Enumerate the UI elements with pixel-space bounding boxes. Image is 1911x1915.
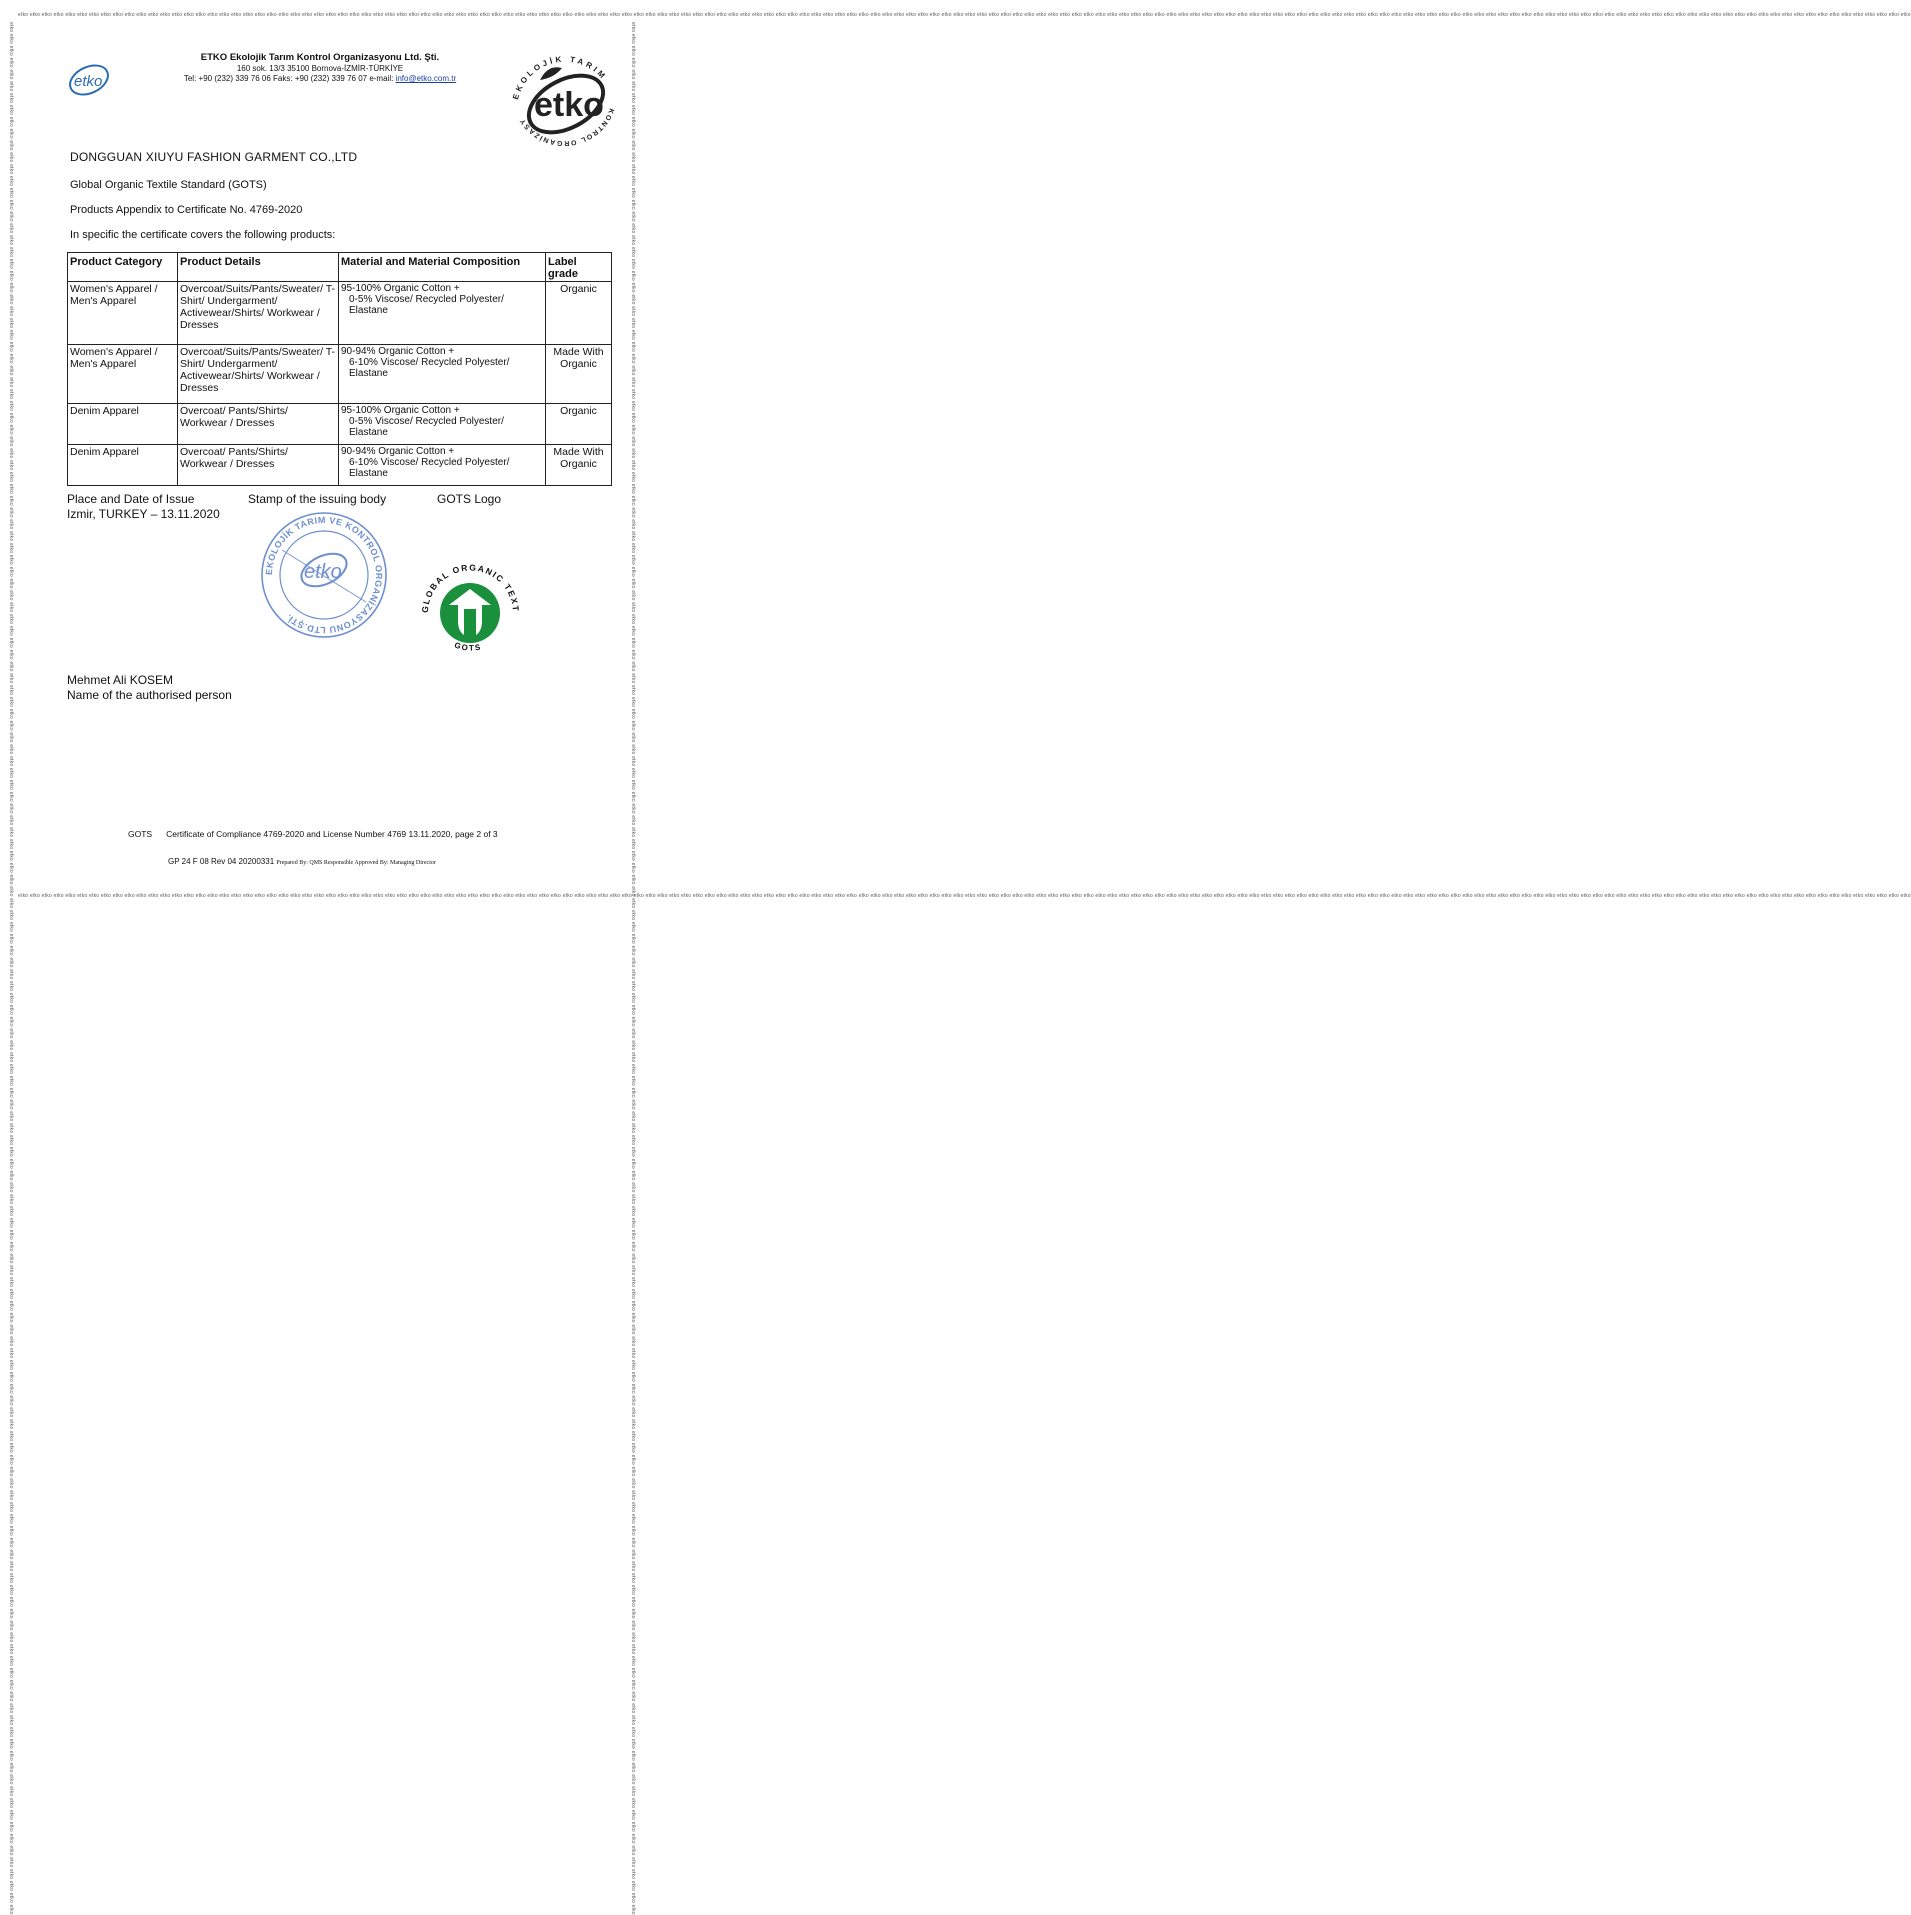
cell-material xyxy=(339,282,546,345)
standard-name: Global Organic Textile Standard (GOTS) xyxy=(70,179,267,191)
table-row xyxy=(68,345,612,404)
footer-gots: GOTS xyxy=(128,829,153,839)
stamp-logo-text: etko xyxy=(304,561,342,583)
issuing-body-stamp xyxy=(254,510,394,645)
authorised-person-role: Name of the authorised person xyxy=(67,688,232,702)
frame-pattern-top: etko etko etko etko etko etko etko etko etko etko etko etko etko etko etko etko etko etko etko etko etko etko etko etko etko etko etko etko etko etko etko etko etko etko etko etko etko etko etko etko etko etko etko etko etko etko etko etko etko etko etko etko etko etko etko etko etko etko etko etko etko etko etko etko etko etko etko etko etko etko etko etko etko etko etko etko etko etko etko etko etko etko etko etko etko etko etko etko etko etko etko etko etko etko etko etko etko etko etko etko etko etko etko etko etko etko etko etko etko etko etko etko etko etko etko etko etko etko etko etko etko etko etko etko etko etko etko etko etko etko etko etko etko etko etko etko etko etko etko etko etko etko etko etko etko etko etko etko etko etko etko etko etko etko etko etko etko etko etko etko xyxy=(18,12,1911,18)
org-address: 160 sok. 13/3 35100 Bornova-İZMİR-TÜRKİYE xyxy=(236,64,404,73)
cell-category: Women's Apparel / Men's Apparel xyxy=(68,282,178,345)
place-date-label: Place and Date of Issue xyxy=(67,492,195,506)
table-header-row xyxy=(68,253,612,282)
material-line: 95-100% Organic Cotton + xyxy=(341,283,460,294)
letterhead xyxy=(150,52,490,83)
cell-details: Overcoat/Suits/Pants/Sweater/ T-Shirt/ Undergarment/ Activewear/Shirts/ Workwear / Dresses xyxy=(178,345,339,404)
cell-details: Overcoat/Suits/Pants/Sweater/ T-Shirt/ Undergarment/ Activewear/Shirts/ Workwear / Dresses xyxy=(178,282,339,345)
frame-pattern-left: etko etko etko etko etko etko etko etko etko etko etko etko etko etko etko etko etko etko etko etko etko etko etko etko etko etko etko etko etko etko etko etko etko etko etko etko etko etko etko etko etko etko etko etko etko etko etko etko etko etko etko etko etko etko etko etko etko etko etko etko etko etko etko etko etko etko etko etko etko etko etko etko etko etko etko etko etko etko etko etko etko etko etko etko etko etko etko etko etko etko etko etko etko etko etko etko etko etko etko etko etko etko etko etko etko etko etko etko etko etko etko etko etko etko etko etko etko etko etko etko etko etko etko etko etko etko etko etko etko etko etko etko etko etko etko etko etko etko etko etko etko etko etko etko etko etko etko etko etko etko etko etko etko etko etko etko etko etko etko etko xyxy=(8,22,14,1915)
cell-grade: Made With Organic xyxy=(546,445,612,486)
authorised-person-name: Mehmet Ali KOSEM xyxy=(67,673,174,687)
table-row xyxy=(68,404,612,445)
gots-ring-bottom-text: GOTS xyxy=(453,640,483,653)
material-line: 0-5% Viscose/ Recycled Polyester/ Elastane xyxy=(349,416,504,438)
seal-logo-text: etko xyxy=(534,86,604,124)
cell-grade: Made With Organic xyxy=(546,345,612,404)
small-logo-text: etko xyxy=(74,73,103,90)
cell-material xyxy=(339,445,546,486)
cell-grade: Organic xyxy=(546,282,612,345)
cell-material xyxy=(339,345,546,404)
org-contact xyxy=(150,74,490,83)
gots-logo xyxy=(418,555,523,665)
material-line: 90-94% Organic Cotton + xyxy=(341,446,455,457)
material-line: 90-94% Organic Cotton + xyxy=(341,346,455,357)
approval-text: Prepared By: QMS Responsible Approved By: Managing Director xyxy=(276,860,436,866)
cell-grade: Organic xyxy=(546,404,612,445)
material-line: 0-5% Viscose/ Recycled Polyester/ Elastane xyxy=(349,294,504,316)
frame-pattern-right: etko etko etko etko etko etko etko etko etko etko etko etko etko etko etko etko etko etko etko etko etko etko etko etko etko etko etko etko etko etko etko etko etko etko etko etko etko etko etko etko etko etko etko etko etko etko etko etko etko etko etko etko etko etko etko etko etko etko etko etko etko etko etko etko etko etko etko etko etko etko etko etko etko etko etko etko etko etko etko etko etko etko etko etko etko etko etko etko etko etko etko etko etko etko etko etko etko etko etko etko etko etko etko etko etko etko etko etko etko etko etko etko etko etko etko etko etko etko etko etko etko etko etko etko etko etko etko etko etko etko etko etko etko etko etko etko etko etko etko etko etko etko etko etko etko etko etko etko etko etko etko etko etko etko etko etko etko etko etko etko xyxy=(630,22,636,1915)
contact-text: Tel: +90 (232) 339 76 06 Faks: +90 (232) 339 76 07 e-mail: xyxy=(183,74,396,83)
footer-compliance xyxy=(128,829,498,839)
col-header-category: Product Category xyxy=(68,253,178,282)
intro-text: In specific the certificate covers the following products: xyxy=(70,229,336,241)
place-date-value: Izmir, TURKEY – 13.11.2020 xyxy=(67,507,220,521)
cell-details: Overcoat/ Pants/Shirts/ Workwear / Dresses xyxy=(178,445,339,486)
org-name: ETKO Ekolojik Tarım Kontrol Organizasyonu Ltd. Şti. xyxy=(200,52,440,63)
doc-code: GP 24 F 08 Rev 04 20200331 xyxy=(168,857,275,866)
cell-material xyxy=(339,404,546,445)
frame-pattern-bottom: etko etko etko etko etko etko etko etko etko etko etko etko etko etko etko etko etko etko etko etko etko etko etko etko etko etko etko etko etko etko etko etko etko etko etko etko etko etko etko etko etko etko etko etko etko etko etko etko etko etko etko etko etko etko etko etko etko etko etko etko etko etko etko etko etko etko etko etko etko etko etko etko etko etko etko etko etko etko etko etko etko etko etko etko etko etko etko etko etko etko etko etko etko etko etko etko etko etko etko etko etko etko etko etko etko etko etko etko etko etko etko etko etko etko etko etko etko etko etko etko etko etko etko etko etko etko etko etko etko etko etko etko etko etko etko etko etko etko etko etko etko etko etko etko etko etko etko etko etko etko etko etko etko etko etko etko etko etko etko etko xyxy=(18,893,1911,899)
col-header-grade: Label grade xyxy=(546,253,612,282)
material-line: 6-10% Viscose/ Recycled Polyester/ Elastane xyxy=(349,357,510,379)
appendix-title: Products Appendix to Certificate No. 4769-2020 xyxy=(70,204,303,216)
cell-category: Women's Apparel / Men's Apparel xyxy=(68,345,178,404)
footer-doc-code xyxy=(168,857,436,866)
company-name: DONGGUAN XIUYU FASHION GARMENT CO.,LTD xyxy=(70,150,358,164)
email-link[interactable]: info@etko.com.tr xyxy=(395,74,457,83)
seal-top-text: EKOLOJİK TARIM xyxy=(511,54,609,101)
stamp-ring-text: EKOLOJİK TARIM VE KONTROL ORGANİZASYONU LTD.ŞTİ. xyxy=(263,514,385,636)
cell-category: Denim Apparel xyxy=(68,404,178,445)
seal-bottom-text: KONTROL ORGANİZASY xyxy=(518,107,615,147)
leaf-icon xyxy=(540,67,562,80)
material-line: 95-100% Organic Cotton + xyxy=(341,405,460,416)
col-header-details: Product Details xyxy=(178,253,339,282)
table-row xyxy=(68,282,612,345)
etko-seal-logo xyxy=(500,28,630,163)
material-line: 6-10% Viscose/ Recycled Polyester/ Elastane xyxy=(349,457,510,479)
stamp-label: Stamp of the issuing body xyxy=(248,492,387,506)
table-row xyxy=(68,445,612,486)
cell-category: Denim Apparel xyxy=(68,445,178,486)
etko-small-logo xyxy=(64,60,114,105)
products-table xyxy=(67,252,612,486)
col-header-material: Material and Material Composition xyxy=(339,253,546,282)
gots-ring-top-text: GLOBAL ORGANIC TEXT xyxy=(419,562,522,614)
gots-logo-label: GOTS Logo xyxy=(437,492,502,506)
footer-compliance-text: Certificate of Compliance 4769-2020 and License Number 4769 13.11.2020, page 2 of 3 xyxy=(166,829,498,839)
cell-details: Overcoat/ Pants/Shirts/ Workwear / Dresses xyxy=(178,404,339,445)
